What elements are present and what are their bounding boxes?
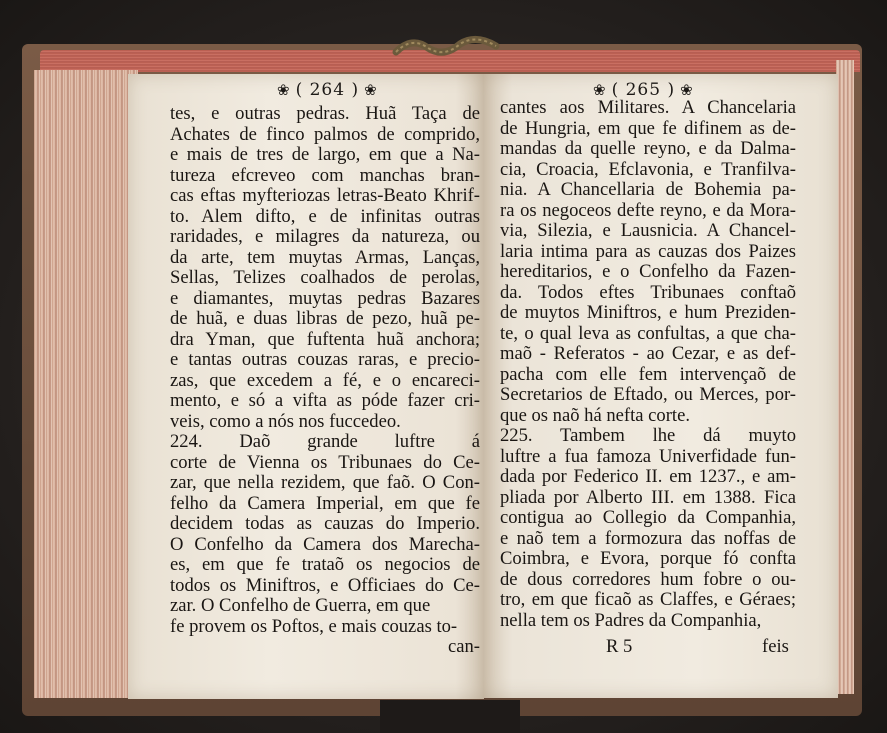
text-line: Achates de finco palmos de comprido, — [170, 124, 480, 145]
ornament-icon: ❀ — [364, 81, 378, 99]
text-line: O Confelho da Camera dos Marecha- — [170, 534, 480, 555]
text-line: hereditarios, e o Confelho da Fazen- — [500, 262, 796, 282]
text-line: pliada por Alberto III. em 1388. Fica — [500, 487, 796, 508]
text-line: can- — [448, 637, 480, 657]
left-page-number: ( 264 ) — [295, 80, 360, 100]
text-line: Secretarios de Eftado, ou Merces, por- — [500, 385, 796, 405]
text-line: to. Alem difto, e de infinitas outras — [170, 206, 480, 227]
text-line: cantes aos Militares. A Chancelaria — [500, 98, 796, 118]
text-line: todos os Miniftros, e Officiaes do Ce- — [170, 575, 480, 596]
text-line: e naõ tem a formozura das noffas de — [500, 528, 796, 549]
text-line: dra Yman, que fuftenta huã anchora; — [170, 329, 480, 350]
text-line: e tantas outras couzas raras, e precio- — [170, 350, 480, 370]
text-line: decidem todas as cauzas do Imperio. — [170, 514, 480, 534]
text-line: veis, como a nós nos fuccedeo. — [170, 411, 401, 432]
text-line: nella tem os Padres da Companhia, — [500, 610, 762, 631]
right-page-text — [500, 98, 796, 631]
text-line: laria intima para as cauzas dos Paizes — [500, 241, 796, 262]
catchword: feis — [762, 636, 789, 657]
text-line: te, o qual leva as confultas, a que cha- — [500, 323, 796, 344]
text-line: dada por Federico II. em 1237., e am- — [500, 467, 796, 487]
binding-shadow — [380, 700, 520, 733]
text-line: corte de Vienna os Tribunaes do Ce- — [170, 452, 480, 473]
text-line: de Hungria, em que fe difinem as de- — [500, 118, 796, 139]
text-line: nia. A Chancellaria de Bohemia pa- — [500, 180, 796, 200]
text-line: tes, e outras pedras. Huã Taça de — [170, 104, 480, 124]
page-edges-right — [836, 60, 854, 694]
ornament-icon: ❀ — [593, 81, 607, 99]
text-line: da. Todos eftes Tribunaes conftaõ — [500, 282, 796, 303]
text-line: Sellas, Telizes coalhados de perolas, — [170, 268, 480, 288]
right-page-number: ( 265 ) — [611, 80, 676, 100]
text-line: Coimbra, e Evora, porque fó confta — [500, 549, 796, 569]
text-line: que os naõ há nefta corte. — [500, 405, 690, 426]
left-page-text — [170, 104, 480, 658]
text-line: contigua ao Collegio da Companhia, — [500, 508, 796, 528]
text-line: maõ - Referatos - ao Cezar, e as def- — [500, 344, 796, 364]
text-line: tureza efcreveo com manchas bran- — [170, 165, 480, 186]
ornament-icon: ❀ — [680, 81, 694, 99]
text-line: felho da Camera Imperial, em que fe — [170, 493, 480, 514]
text-line: 225. Tambem lhe dá muyto — [500, 426, 796, 446]
text-line: ra os negoceos defte reyno, e da Mora- — [500, 200, 796, 221]
text-line: fe provem os Poftos, e mais couzas to- — [170, 616, 458, 637]
text-line: tro, em que ficaõ as Claffes, e Géraes; — [500, 590, 796, 610]
text-line: de muytos Miniftros, e hum Preziden- — [500, 303, 796, 323]
text-line: zar, que nella rezidem, que faõ. O Con- — [170, 473, 480, 493]
text-line: luftre a fua famoza Univerfidade fun- — [500, 446, 796, 467]
text-line: mandas da quelle reyno, e da Dalma- — [500, 139, 796, 159]
text-line: e diamantes, muytas pedras Bazares — [170, 288, 480, 309]
text-line: de dous corredores hum fobre o ou- — [500, 569, 796, 590]
text-line: cas eftas myfteriozas letras-Beato Khrif- — [170, 186, 480, 206]
text-line: mento, e só a vifta as póde fazer cri- — [170, 391, 480, 411]
text-line: e mais de tres de largo, em que a Na- — [170, 145, 480, 165]
signature-mark: R 5 — [606, 636, 633, 657]
text-line: es, em que fe trataõ os negocios de — [170, 555, 480, 575]
text-line: 224. Daõ grande luftre á — [170, 432, 480, 452]
text-line: via, Silezia, e Lausnicia. A Chancel- — [500, 221, 796, 241]
text-line: da arte, tem muytas Armas, Lanças, — [170, 247, 480, 268]
left-page-header — [272, 80, 383, 100]
page-edges-left — [34, 70, 138, 698]
text-line: zar. O Confelho de Guerra, em que — [170, 596, 431, 616]
headband-ornament — [392, 30, 502, 60]
text-line: raridades, e milagres da natureza, ou — [170, 227, 480, 247]
text-line: de huã, e duas libras de pezo, huã pe- — [170, 309, 480, 329]
text-line: pacha com elle fem intervençaõ de — [500, 364, 796, 385]
text-line: zas, que excedem a fé, e o encareci- — [170, 370, 480, 391]
ornament-icon: ❀ — [277, 81, 291, 99]
right-page-header — [588, 80, 699, 100]
text-line: cia, Croacia, Efclavonia, e Tranfilva- — [500, 159, 796, 180]
